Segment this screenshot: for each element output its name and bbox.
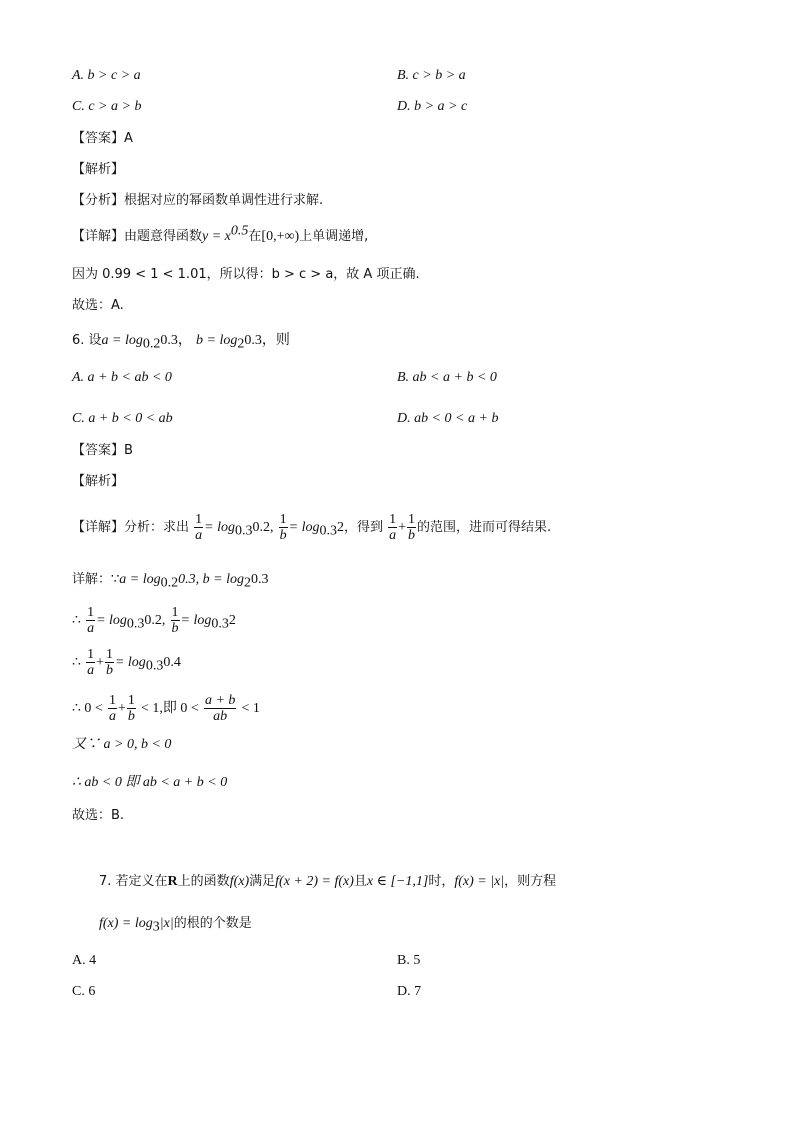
q7-option-b: B. 5 xyxy=(397,953,421,968)
q6-step0-prefix: 详解：∵ xyxy=(72,572,120,587)
q7-stem-line2 xyxy=(99,914,252,934)
q7-stem2-eq: f(x) = log xyxy=(99,916,153,931)
q7-stem1-mid: 上的函数 xyxy=(177,874,230,889)
frac-den: b xyxy=(279,528,287,543)
q6-step1-eq1: = log xyxy=(96,613,127,628)
frac-den: b xyxy=(171,621,179,636)
q6-detail-eq1: = log xyxy=(204,520,235,535)
q7-stem1-fx: f(x) = |x| xyxy=(454,874,505,889)
q6-step0 xyxy=(72,570,268,590)
frac-den: b xyxy=(105,663,113,678)
q6-detail-eq2: = log xyxy=(288,520,320,535)
frac-num: 1 xyxy=(171,605,179,620)
q5-option-b: B. c > b > a xyxy=(397,68,466,83)
q7-stem1-prefix: 7. 若定义在 xyxy=(99,874,168,889)
q7-stem-line1 xyxy=(99,872,556,892)
q7-stem2-arg: |x| xyxy=(159,916,174,931)
q6-stem-b: b = log xyxy=(196,333,238,348)
frac-num: 1 xyxy=(279,512,287,527)
q6-stem-b-arg: 0.3，则 xyxy=(244,333,290,348)
frac-num: 1 xyxy=(108,693,116,708)
q6-detail-arg2: 2 xyxy=(336,520,344,535)
q6-stem-prefix: 6. 设 xyxy=(72,333,102,348)
frac-num: 1 xyxy=(195,512,203,527)
q7-stem1-when: 时， xyxy=(428,874,455,889)
q7-stem2-base: 3 xyxy=(152,919,160,935)
frac-num: 1 xyxy=(408,512,416,527)
q6-step1-base2: 0.3 xyxy=(211,616,229,632)
q6-stem-a-arg: 0.3， xyxy=(160,333,192,348)
q6-answer-tag: 【答案】B xyxy=(72,443,133,458)
frac-den: ab xyxy=(213,709,228,724)
q7-stem1-end: ，则方程 xyxy=(504,874,557,889)
q6-step1-arg1: 0.2, xyxy=(144,613,166,628)
q6-step3-prefix: ∴ 0 < xyxy=(72,701,103,716)
q5-choice: 故选：A. xyxy=(72,298,124,313)
q6-step2-eq: = log xyxy=(114,655,146,670)
q6-step1 xyxy=(72,605,236,636)
frac-den: a xyxy=(389,528,397,543)
q6-option-a: A. a + b < ab < 0 xyxy=(72,370,172,385)
q6-step1-arg2: 2 xyxy=(228,613,236,628)
q7-option-d: D. 7 xyxy=(397,984,422,999)
q6-detail: 【详解】分析：求出 $\frac{1}{a}$ = $\log_{0.3}0.2$, $\frac{1}{b}$ = $\log_{0.3}2$，得到 $\frac{1}{a}$ + $\frac{1}{b}$ 的范围，进而可得结果. xyxy=(72,512,552,543)
frac-num: 1 xyxy=(87,605,95,620)
frac-den: b xyxy=(408,528,416,543)
q6-option-c: C. a + b < 0 < ab xyxy=(72,411,173,426)
q6-step5: ∴ ab < 0 即 ab < a + b < 0 xyxy=(72,775,228,790)
frac-den: a xyxy=(87,663,95,678)
q6-step3-mid: < 1,即 0 < xyxy=(141,701,199,716)
q5-detail-mid: 在 xyxy=(248,229,262,244)
q6-stem xyxy=(72,331,290,351)
frac-den: a xyxy=(87,621,95,636)
frac-den: a xyxy=(108,709,116,724)
q6-option-b: B. ab < a + b < 0 xyxy=(397,370,497,385)
q6-step0-a: a = log xyxy=(119,572,161,587)
q6-detail-suffix: 的范围，进而可得结果. xyxy=(417,520,552,535)
q6-step2-base: 0.3 xyxy=(145,658,164,674)
q5-option-d: D. b > a > c xyxy=(397,99,468,114)
q6-step4: 又∵ a > 0, b < 0 xyxy=(72,737,172,752)
q7-stem1-dom: x ∈ [−1,1] xyxy=(366,874,429,889)
q6-step2: ∴ $\frac{1}{a}$ + $\frac{1}{b}$ = $\log_{0.3}0.4$ xyxy=(72,647,181,678)
q5-detail-func: y = x xyxy=(202,229,231,244)
q5-analysis: 【分析】根据对应的幂函数单调性进行求解. xyxy=(72,193,324,208)
q5-jiexi-tag: 【解析】 xyxy=(72,162,125,177)
q6-step3-end: < 1 xyxy=(241,701,260,716)
q6-step0-b-arg: 0.3 xyxy=(250,572,269,587)
q7-stem1-cond: 满足 xyxy=(249,874,276,889)
therefore-symbol: ∴ xyxy=(72,655,81,670)
frac-num: 1 xyxy=(389,512,397,527)
q7-option-c: C. 6 xyxy=(72,984,96,999)
q5-reason: 因为 0.99 < 1 < 1.01，所以得：b > c > a，故 A 项正确. xyxy=(72,267,420,282)
q6-detail-mid: ，得到 xyxy=(343,520,383,535)
frac-num: a + b xyxy=(204,693,236,708)
q7-stem2-end: 的根的个数是 xyxy=(173,916,252,931)
q6-step3: ∴ 0 < $\frac{1}{a}$ + $\frac{1}{b}$ < 1,即 0 < $\frac{a + b}{ab}$ < 1 xyxy=(72,693,260,724)
q5-detail-interval: [0,+∞) xyxy=(261,229,300,244)
q6-detail-base2: 0.3 xyxy=(319,523,337,539)
frac-den: a xyxy=(195,528,203,543)
q6-detail-prefix: 【详解】分析：求出 xyxy=(72,520,190,535)
q6-detail-arg1: 0.2, xyxy=(252,520,274,535)
frac-num: 1 xyxy=(87,647,95,662)
frac-den: b xyxy=(127,709,135,724)
q5-option-c: C. c > a > b xyxy=(72,99,142,114)
q6-step0-a-arg: 0.3, b = log xyxy=(178,572,244,587)
q6-step1-base1: 0.3 xyxy=(126,616,145,632)
q6-detail-base1: 0.3 xyxy=(235,523,253,539)
frac-num: 1 xyxy=(127,693,135,708)
q7-stem1-R: R xyxy=(167,874,178,889)
q5-option-a: A. b > c > a xyxy=(72,68,141,83)
q7-option-a: A. 4 xyxy=(72,953,97,968)
q7-stem1-and: 且 xyxy=(353,874,367,889)
q6-option-d: D. ab < 0 < a + b xyxy=(397,411,499,426)
q6-jiexi-tag: 【解析】 xyxy=(72,474,125,489)
q5-detail-prefix: 【详解】由题意得函数 xyxy=(72,229,203,244)
q6-step1-eq2: = log xyxy=(180,613,212,628)
q7-stem1-f: f(x) xyxy=(229,874,250,889)
q6-stem-b-base: 2 xyxy=(237,336,245,352)
frac-num: 1 xyxy=(105,647,113,662)
q6-step2-arg: 0.4 xyxy=(163,655,181,670)
q6-stem-a-base: 0.2 xyxy=(142,336,161,352)
q6-step0-a-base: 0.2 xyxy=(160,575,179,591)
q5-detail xyxy=(72,223,369,247)
q7-stem1-eq: f(x + 2) = f(x) xyxy=(275,874,354,889)
q5-answer-tag: 【答案】A xyxy=(72,131,133,146)
therefore-symbol: ∴ xyxy=(72,613,81,628)
q6-stem-a: a = log xyxy=(101,333,143,348)
q6-step0-b-base: 2 xyxy=(243,575,251,591)
q5-detail-exp: 0.5 xyxy=(230,223,249,239)
q6-choice: 故选：B. xyxy=(72,808,125,823)
q5-detail-suffix: 上单调递增, xyxy=(299,229,369,244)
